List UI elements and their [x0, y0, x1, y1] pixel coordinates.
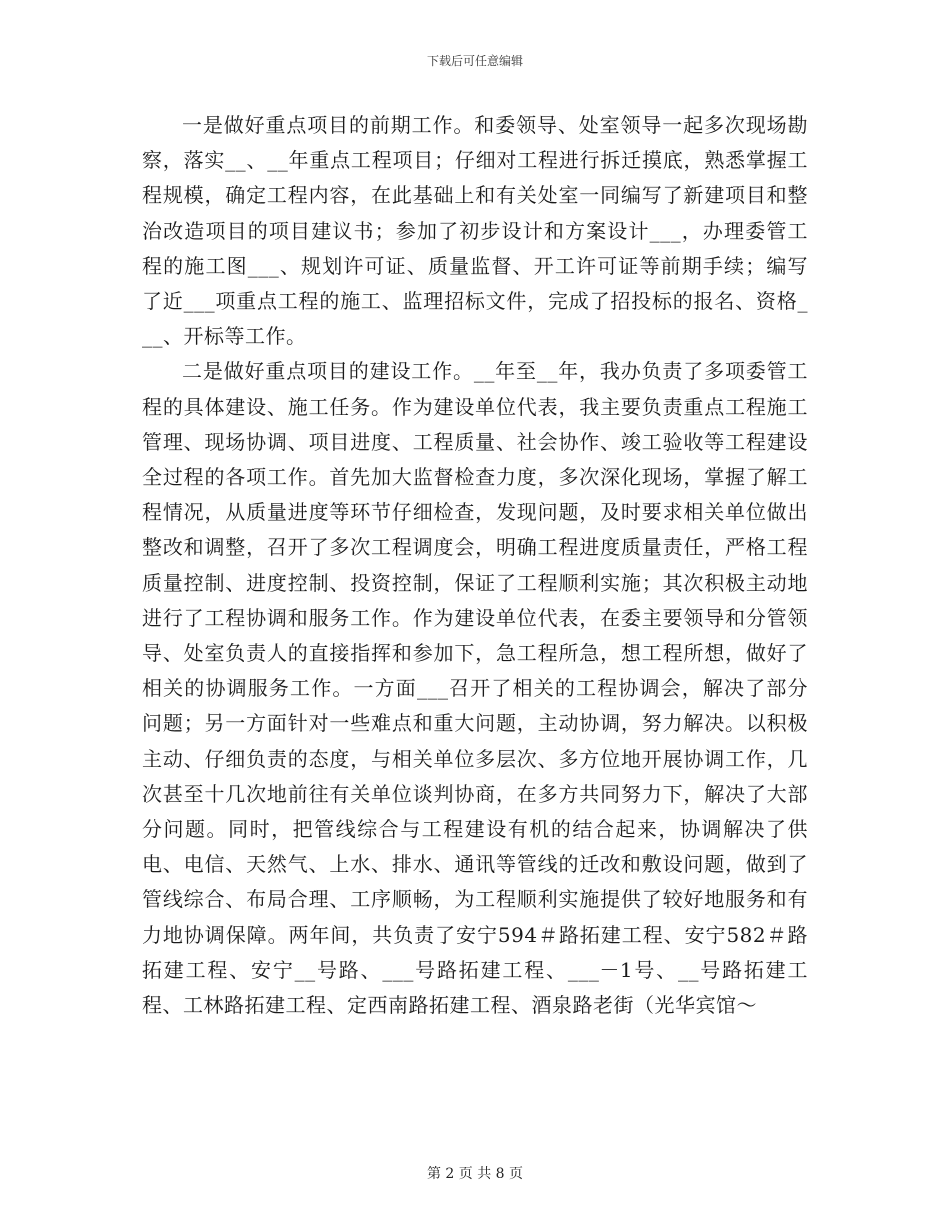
paragraph-1: 一是做好重点项目的前期工作。和委领导、处室领导一起多次现场勘察，落实__、__年重点工程项目；仔细对工程进行拆迁摸底，熟悉掌握工程规模，确定工程内容，在此基础上和有关处室一同编写了新建项目和整治改造项目的项目建议书；参加了初步设计和方案设计___，办理委管工程的施工图___、规划许可证、质量监督、开工许可证等前期手续；编写了近___项重点工程的施工、监理招标文件，完成了招投标的报名、资格___、开标等工作。 — [142, 113, 808, 349]
page-header: 下载后可任意编辑 — [426, 54, 523, 68]
document-body — [142, 108, 808, 1023]
paragraph-2: 二是做好重点项目的建设工作。__年至__年，我办负责了多项委管工程的具体建设、施工任务。作为建设单位代表，我主要负责重点工程施工管理、现场协调、项目进度、工程质量、社会协作、竣工验收等工程建设全过程的各项工作。首先加大监督检查力度，多次深化现场，掌握了解工程情况，从质量进度等环节仔细检查，发现问题，及时要求相关单位做出整改和调整，召开了多次工程调度会，明确工程进度质量责任，严格工程质量控制、进度控制、投资控制，保证了工程顺利实施；其次积极主动地进行了工程协调和服务工作。作为建设单位代表，在委主要领导和分管领导、处室负责人的直接指挥和参加下，急工程所急，想工程所想，做好了相关的协调服务工作。一方面___召开了相关的工程协调会，解决了部分问题；另一方面针对一些难点和重大问题，主动协调，努力解决。以积极主动、仔细负责的态度，与相关单位多层次、多方位地开展协调工作，几次甚至十几次地前往有关单位谈判协商，在多方共同努力下，解决了大部分问题。同时，把管线综合与工程建设有机的结合起来，协调解决了供电、电信、天然气、上水、排水、通讯等管线的迁改和敷设问题，做到了管线综合、布局合理、工序顺畅，为工程顺利实施提供了较好地服务和有力地协调保障。两年间，共负责了安宁594＃路拓建工程、安宁582＃路拓建工程、安宁__号路、___号路拓建工程、___－1号、__号路拓建工程、工林路拓建工程、定西南路拓建工程、酒泉路老街（光华宾馆～ — [142, 359, 808, 1018]
page-footer: 第 2 页 共 8 页 — [426, 1166, 524, 1182]
